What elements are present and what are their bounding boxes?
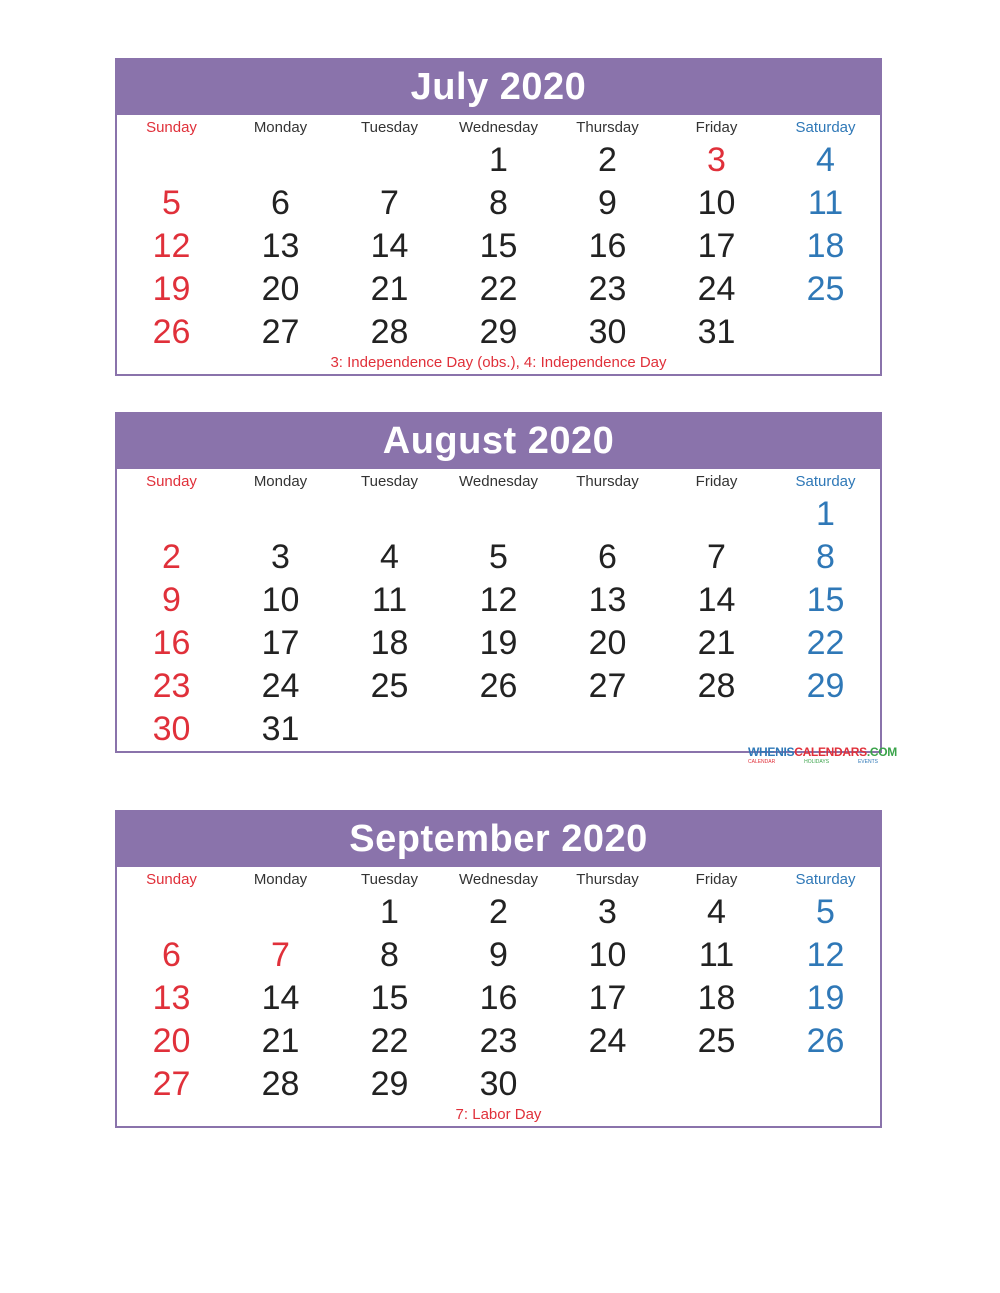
weekday-sunday: Sunday: [146, 870, 197, 888]
day-cell: 10: [588, 936, 627, 974]
day-cell: 27: [261, 313, 300, 351]
day-cell: 21: [370, 270, 409, 308]
weekday-thursday: Thursday: [576, 870, 639, 888]
day-cell: 21: [261, 1022, 300, 1060]
day-cell: 19: [479, 624, 518, 662]
weekday-thursday: Thursday: [576, 118, 639, 136]
day-cell: 16: [588, 227, 627, 265]
day-cell: 8: [489, 184, 508, 222]
day-cell: 20: [152, 1022, 191, 1060]
day-cell: 26: [806, 1022, 845, 1060]
weekday-row: [117, 469, 880, 493]
day-cell: 31: [697, 313, 736, 351]
weekday-row: [117, 867, 880, 891]
day-cell: 30: [588, 313, 627, 351]
day-cell: 5: [162, 184, 181, 222]
day-cell: 7: [380, 184, 399, 222]
day-blank: [117, 139, 226, 182]
weekday-row: [117, 115, 880, 139]
day-cell: 10: [261, 581, 300, 619]
month-september: [115, 810, 882, 1128]
day-cell: 25: [697, 1022, 736, 1060]
weekday-monday: Monday: [253, 472, 308, 490]
day-cell: 30: [152, 710, 191, 748]
day-cell: 6: [271, 184, 290, 222]
day-cell: 22: [370, 1022, 409, 1060]
day-cell: 2: [162, 538, 181, 576]
day-cell: 4: [816, 141, 835, 179]
day-cell: 18: [370, 624, 409, 662]
day-cell: 26: [152, 313, 191, 351]
day-cell: 5: [489, 538, 508, 576]
day-grid: [117, 139, 880, 354]
day-cell: 6: [162, 936, 181, 974]
day-cell: 23: [479, 1022, 518, 1060]
day-cell: 28: [697, 667, 736, 705]
weekday-sunday: Sunday: [146, 118, 197, 136]
day-cell: 17: [697, 227, 736, 265]
day-cell: 19: [806, 979, 845, 1017]
day-blank: [226, 891, 335, 934]
month-title: September 2020: [117, 812, 880, 867]
holiday-note: 7: Labor Day: [455, 1106, 542, 1123]
weekday-saturday: Saturday: [795, 870, 856, 888]
day-cell: 22: [806, 624, 845, 662]
day-cell: 31: [261, 710, 300, 748]
weekday-friday: Friday: [695, 870, 738, 888]
day-cell: 23: [152, 667, 191, 705]
day-cell: 4: [380, 538, 399, 576]
day-cell: 20: [588, 624, 627, 662]
day-cell: 15: [479, 227, 518, 265]
day-cell: 27: [588, 667, 627, 705]
day-cell: 22: [479, 270, 518, 308]
day-blank: [444, 493, 553, 536]
day-cell: 23: [588, 270, 627, 308]
day-grid: [117, 891, 880, 1106]
day-cell: 2: [598, 141, 617, 179]
day-grid: [117, 493, 880, 751]
day-cell: 24: [261, 667, 300, 705]
logo-subtext: CALENDAR HOLIDAYS EVENTS: [748, 759, 878, 765]
day-cell: 26: [479, 667, 518, 705]
month-july: [115, 58, 882, 376]
day-cell: 29: [370, 1065, 409, 1103]
day-cell: 11: [371, 581, 408, 619]
day-cell: 6: [598, 538, 617, 576]
day-cell: 12: [479, 581, 518, 619]
day-cell: 3: [598, 893, 617, 931]
weekday-thursday: Thursday: [576, 472, 639, 490]
logo-text: WHENISCALENDARS.COM: [748, 745, 897, 759]
day-cell: 4: [707, 893, 726, 931]
day-cell: 17: [588, 979, 627, 1017]
day-cell: 14: [697, 581, 736, 619]
day-blank: [662, 493, 771, 536]
weekday-saturday: Saturday: [795, 118, 856, 136]
day-cell: 13: [588, 581, 627, 619]
day-cell: 18: [697, 979, 736, 1017]
weekday-tuesday: Tuesday: [361, 870, 418, 888]
day-cell: 8: [816, 538, 835, 576]
day-cell: 1: [380, 893, 399, 931]
weekday-monday: Monday: [253, 870, 308, 888]
day-blank: [226, 139, 335, 182]
weekday-saturday: Saturday: [795, 472, 856, 490]
day-blank: [335, 493, 444, 536]
day-cell: 16: [152, 624, 191, 662]
day-cell: 17: [261, 624, 300, 662]
day-cell: 16: [479, 979, 518, 1017]
day-cell: 12: [152, 227, 191, 265]
day-cell: 29: [479, 313, 518, 351]
day-cell: 15: [370, 979, 409, 1017]
day-cell: 18: [806, 227, 845, 265]
day-cell: 8: [380, 936, 399, 974]
day-cell: 27: [152, 1065, 191, 1103]
day-cell: 25: [370, 667, 409, 705]
day-cell: 12: [806, 936, 845, 974]
day-cell: 21: [697, 624, 736, 662]
weekday-wednesday: Wednesday: [459, 118, 538, 136]
day-cell: 1: [489, 141, 508, 179]
day-cell: 15: [806, 581, 845, 619]
day-cell: 7: [271, 936, 290, 974]
day-cell: 20: [261, 270, 300, 308]
day-cell: 1: [816, 495, 835, 533]
day-cell: 28: [370, 313, 409, 351]
day-cell: 2: [489, 893, 508, 931]
day-cell: 29: [806, 667, 845, 705]
day-blank: [117, 891, 226, 934]
day-cell: 13: [152, 979, 191, 1017]
day-cell: 13: [261, 227, 300, 265]
weekday-tuesday: Tuesday: [361, 118, 418, 136]
weekday-friday: Friday: [695, 118, 738, 136]
day-cell: 14: [370, 227, 409, 265]
day-cell: 3: [271, 538, 290, 576]
day-cell: 7: [707, 538, 726, 576]
day-cell: 25: [806, 270, 845, 308]
day-blank: [335, 139, 444, 182]
day-cell: 28: [261, 1065, 300, 1103]
month-title: August 2020: [117, 414, 880, 469]
weekday-friday: Friday: [695, 472, 738, 490]
day-cell: 11: [807, 184, 844, 222]
day-cell: 3: [707, 141, 726, 179]
day-cell: 24: [697, 270, 736, 308]
day-cell: 24: [588, 1022, 627, 1060]
month-title: July 2020: [117, 60, 880, 115]
holiday-note: 3: Independence Day (obs.), 4: Independence Day: [330, 354, 667, 371]
month-august: [115, 412, 882, 753]
day-cell: 14: [261, 979, 300, 1017]
day-cell: 5: [816, 893, 835, 931]
weekday-wednesday: Wednesday: [459, 870, 538, 888]
day-cell: 19: [152, 270, 191, 308]
day-cell: 9: [489, 936, 508, 974]
weekday-sunday: Sunday: [146, 472, 197, 490]
day-cell: 9: [162, 581, 181, 619]
day-blank: [226, 493, 335, 536]
weekday-wednesday: Wednesday: [459, 472, 538, 490]
weekday-monday: Monday: [253, 118, 308, 136]
day-cell: 30: [479, 1065, 518, 1103]
logo: [748, 745, 897, 769]
day-blank: [117, 493, 226, 536]
weekday-tuesday: Tuesday: [361, 472, 418, 490]
day-cell: 11: [698, 936, 735, 974]
day-blank: [553, 493, 662, 536]
day-cell: 9: [598, 184, 617, 222]
day-cell: 10: [697, 184, 736, 222]
